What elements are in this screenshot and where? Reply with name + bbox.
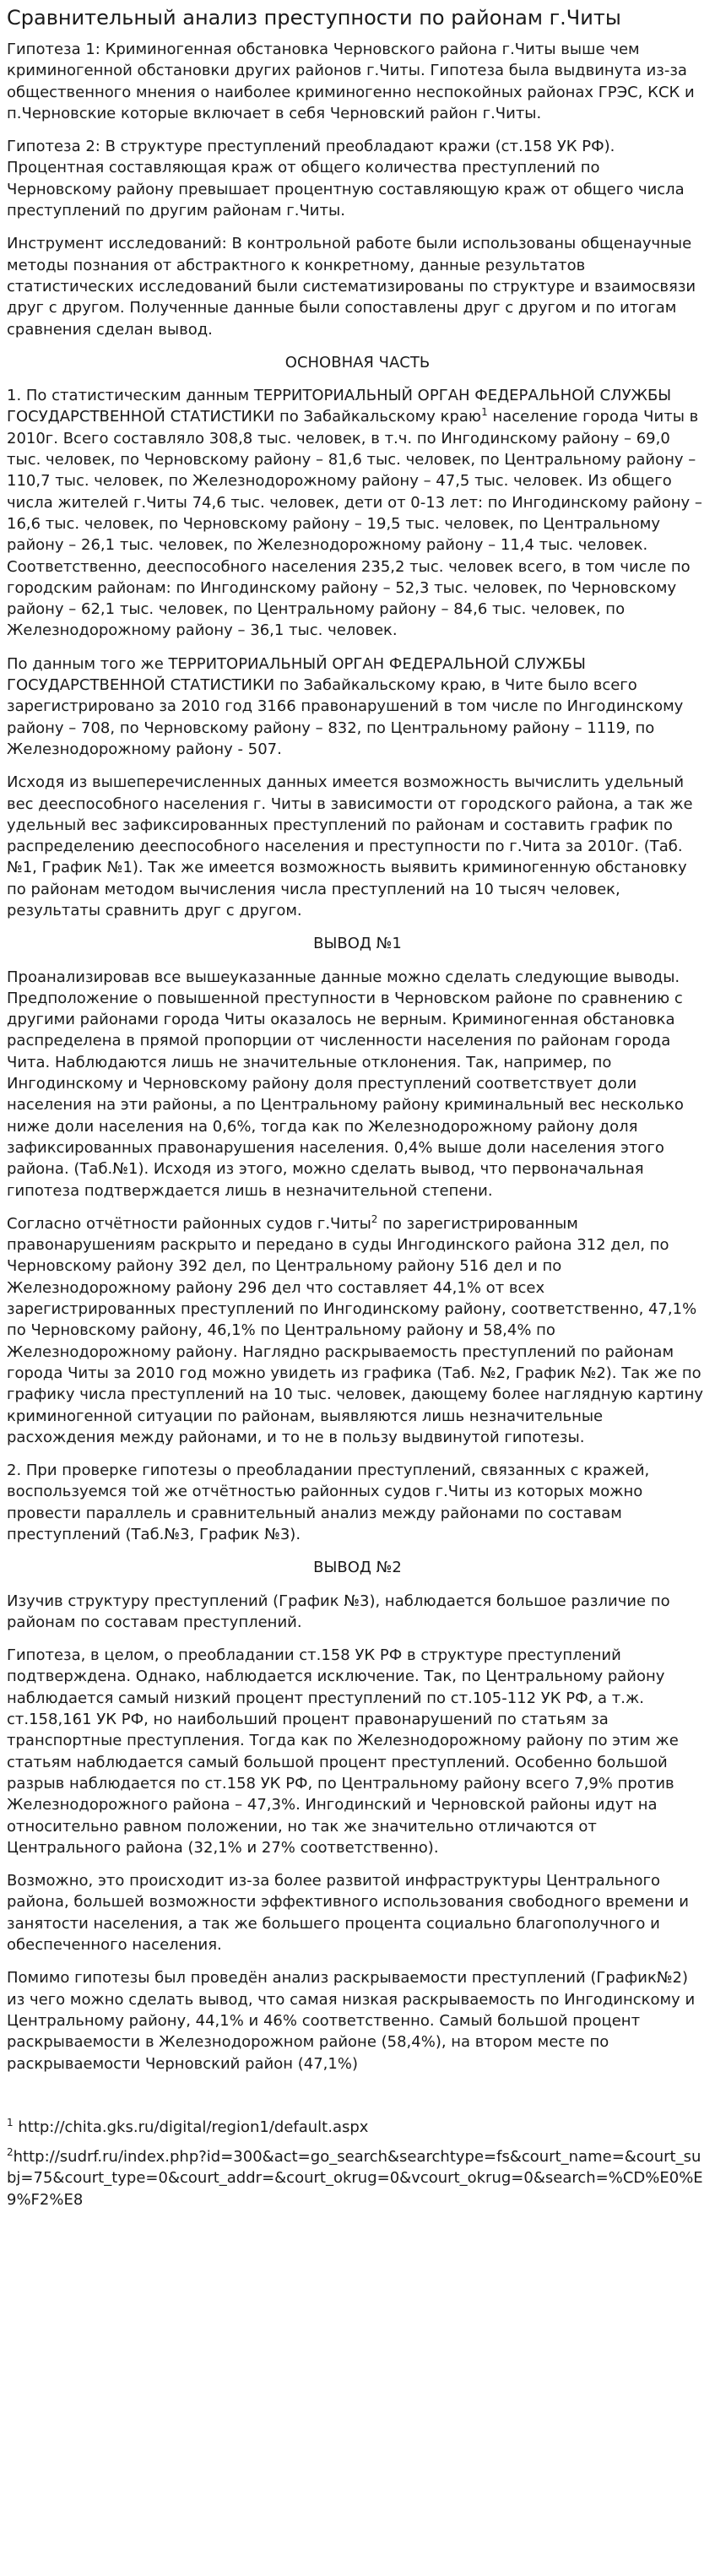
conclusion-2-disclosure: Помимо гипотезы был проведён анализ раскрываемости преступлений (График№2) из чего можно сделать вывод, что самая низкая раскрываемость по Ингодинскому и Центральному району, 44,1% и 46% соответственно. Самый большой процент раскрываемости в Железнодорожном районе (58,4%), на втором месте по раскрываемости Черновский район (47,1%): [7, 1969, 696, 2073]
paragraph-offenses: По данным того же ТЕРРИТОРИАЛЬНЫЙ ОРГАН ФЕДЕРАЛЬНОЙ СЛУЖБЫ ГОСУДАРСТВЕННОЙ СТАТИСТИКИ по Забайкальскому краю, в Чите было всего зарегистрировано за 2010 год 3166 правонарушений в том числе по Ингодинскому району – 708, по Черновскому району – 832, по Центральному району – 1119, по Железнодорожному району - 507.: [7, 654, 684, 758]
conclusion-2-heading: ВЫВОД №2: [313, 1559, 402, 1577]
hypothesis-1: Гипотеза 1: Криминогенная обстановка Черновского района г.Читы выше чем криминогенной обстановки других районов г.Читы. Гипотеза была выдвинута из-за общественного мнения о наиболее криминогенно неспокойных районах ГРЭС, КСК и п.Черновские которые включает в себя Черновский район г.Читы.: [7, 41, 695, 122]
conclusion-2-intro: Изучив структуру преступлений (График №3), наблюдается большое различие по районам по составам преступлений.: [7, 1592, 670, 1631]
paragraph-method: Исходя из вышеперечисленных данных имеется возможность вычислить удельный вес дееспособного населения г. Читы в зависимости от городского района, а так же удельный вес зафиксированных преступлений по районам и составить график по распределению дееспособного населения и преступности по г.Чита за 2010г. (Таб.№1, График №1). Так же имеется возможность выявить криминогенную обстановку по районам методом вычисления числа преступлений на 10 тысяч человек, результаты сравнить друг с другом.: [7, 773, 693, 919]
paragraph-courts: [7, 1213, 708, 1448]
conclusion-1-text: Проанализировав все вышеуказанные данные можно сделать следующие выводы. Предположение о повышенной преступности в Черновском районе по сравнению с другими районами города Читы оказалось не верным. Криминогенная обстановка распределена в прямой пропорции от численности населения по районам города Чита. Наблюдаются лишь не значительные отклонения. Так, например, по Ингодинскому и Черновскому району доля преступлений соответствует доли населения на эти районы, а по Центральному району криминальный вес несколько ниже доли населения на 0,6%, тогда как по Железнодорожному району доля зафиксированных правонарушения населения. 0,4% выше доли населения этого района. (Таб.№1). Исходя из этого, можно сделать вывод, что первоначальная гипотеза подтверждается лишь в незначительной степени.: [7, 968, 684, 1200]
paragraph-population-text-b: население города Читы в 2010г. Всего составляло 308,8 тыс. человек, в т.ч. по Ингодинскому району – 69,0 тыс. человек, по Черновскому району – 81,6 тыс. человек, по Центральному району – 110,7 тыс. человек, по Железнодорожному району – 47,5 тыс. человек. Из общего числа жителей г.Читы 74,6 тыс. человек, дети от 0-13 лет: по Ингодинскому району – 16,6 тыс. человек, по Черновскому району – 19,5 тыс. человек, по Центральному району – 26,1 тыс. человек, по Железнодорожному району – 11,4 тыс. человек. Соответственно, дееспособного населения 235,2 тыс. человек всего, в том числе по городским районам: по Ингодинскому району – 52,3 тыс. человек, по Черновскому району – 62,1 тыс. человек, по Центральному району – 84,6 тыс. человек, по Железнодорожному району – 36,1 тыс. человек.: [7, 408, 702, 640]
page-title: Сравнительный анализ преступности по районам г.Читы: [7, 6, 621, 30]
footnote-2-mark: 2: [7, 2146, 14, 2159]
conclusion-2-reason: Возможно, это происходит из-за более развитой инфраструктуры Центрального района, большей возможности эффективного использования свободного времени и занятости населения, а так же большего процента социально благополучного и обеспеченного населения.: [7, 1872, 689, 1955]
footnote-1-link[interactable]: http://chita.gks.ru/digital/region1/default.aspx: [13, 2118, 369, 2136]
footnote-1: [7, 2117, 708, 2138]
conclusion-1-heading: ВЫВОД №1: [313, 935, 402, 953]
conclusion-2-hypothesis: Гипотеза, в целом, о преобладании ст.158 УК РФ в структуре преступлений подтверждена. Однако, наблюдается исключение. Так, по Центральному району наблюдается самый низкий процент преступлений по ст.105-112 УК РФ, а т.ж. ст.158,161 УК РФ, но наибольший процент правонарушений по статьям за транспортные преступления. Тогда как по Железнодорожному району по этим же статьям наблюдается самый большой процент преступлений. Особенно большой разрыв наблюдается по ст.158 УК РФ, по Центральному району всего 7,9% против Железнодорожного района – 47,3%. Ингодинский и Черновской районы идут на относительно равном положении, но так же значительно отличаются от Центрального района (32,1% и 27% соответственно).: [7, 1646, 679, 1857]
footnote-2: [7, 2146, 708, 2210]
paragraph-hypothesis-check: 2. При проверке гипотезы о преобладании преступлений, связанных с кражей, воспользуемся той же отчётностью районных судов г.Читы из которых можно провести параллель и сравнительный анализ между районами по составам преступлений (Таб.№3, График №3).: [7, 1462, 650, 1543]
paragraph-courts-text-a: Согласно отчётности районных судов г.Читы: [7, 1214, 371, 1233]
footnote-ref-1[interactable]: 1: [481, 406, 488, 419]
research-instrument: Инструмент исследований: В контрольной работе были использованы общенаучные методы познания от абстрактного к конкретному, данные результатов статистических исследований были систематизированы по структуре и взаимосвязи друг с другом. Полученные данные были сопоставлены друг с другом и по итогам сравнения сделан вывод.: [7, 235, 696, 339]
paragraph-courts-text-b: по зарегистрированным правонарушениям раскрыто и передано в суды Ингодинского района 312 дел, по Черновскому району 392 дел, по Центральному району 516 дел и по Железнодорожному району 296 дел что составляет 44,1% от всех зарегистрированных преступлений по Ингодинскому району, соответственно, 47,1% по Черновскому району, 46,1% по Центральному району и 58,4% по Железнодорожному району. Наглядно раскрываемость преступлений по районам города Читы за 2010 год можно увидеть из графика (Таб. №2, График №2). Так же по графику числа преступлений на 10 тыс. человек, дающему более наглядную картину криминогенной ситуации по районам, выявляются лишь незначительные расхождения между районами, и то не в пользу выдвинутой гипотезы.: [7, 1214, 704, 1446]
footnotes: [7, 2117, 708, 2210]
main-part-heading: ОСНОВНАЯ ЧАСТЬ: [284, 353, 431, 371]
footnote-ref-2[interactable]: 2: [371, 1212, 378, 1225]
hypothesis-2: Гипотеза 2: В структуре преступлений преобладают кражи (ст.158 УК РФ). Процентная составляющая краж от общего количества преступлений по Черновскому району превышает процентную составляющую краж от общего числа преступлений по другим районам г.Читы.: [7, 138, 685, 220]
paragraph-population-text-a: 1. По статистическим данным ТЕРРИТОРИАЛЬНЫЙ ОРГАН ФЕДЕРАЛЬНОЙ СЛУЖБЫ ГОСУДАРСТВЕННОЙ СТАТИСТИКИ по Забайкальскому краю: [7, 387, 672, 426]
document-page: [0, 5, 715, 2210]
footnote-1-mark: 1: [7, 2116, 14, 2129]
footnote-2-link[interactable]: http://sudrf.ru/index.php?id=300&act=go_search&searchtype=fs&court_name=&court_subj=75&court_type=0&court_addr=&court_okrug=0&vcourt_okrug=0&search=%CD%E0%E9%F2%E8: [7, 2148, 703, 2209]
paragraph-population: [7, 385, 708, 642]
